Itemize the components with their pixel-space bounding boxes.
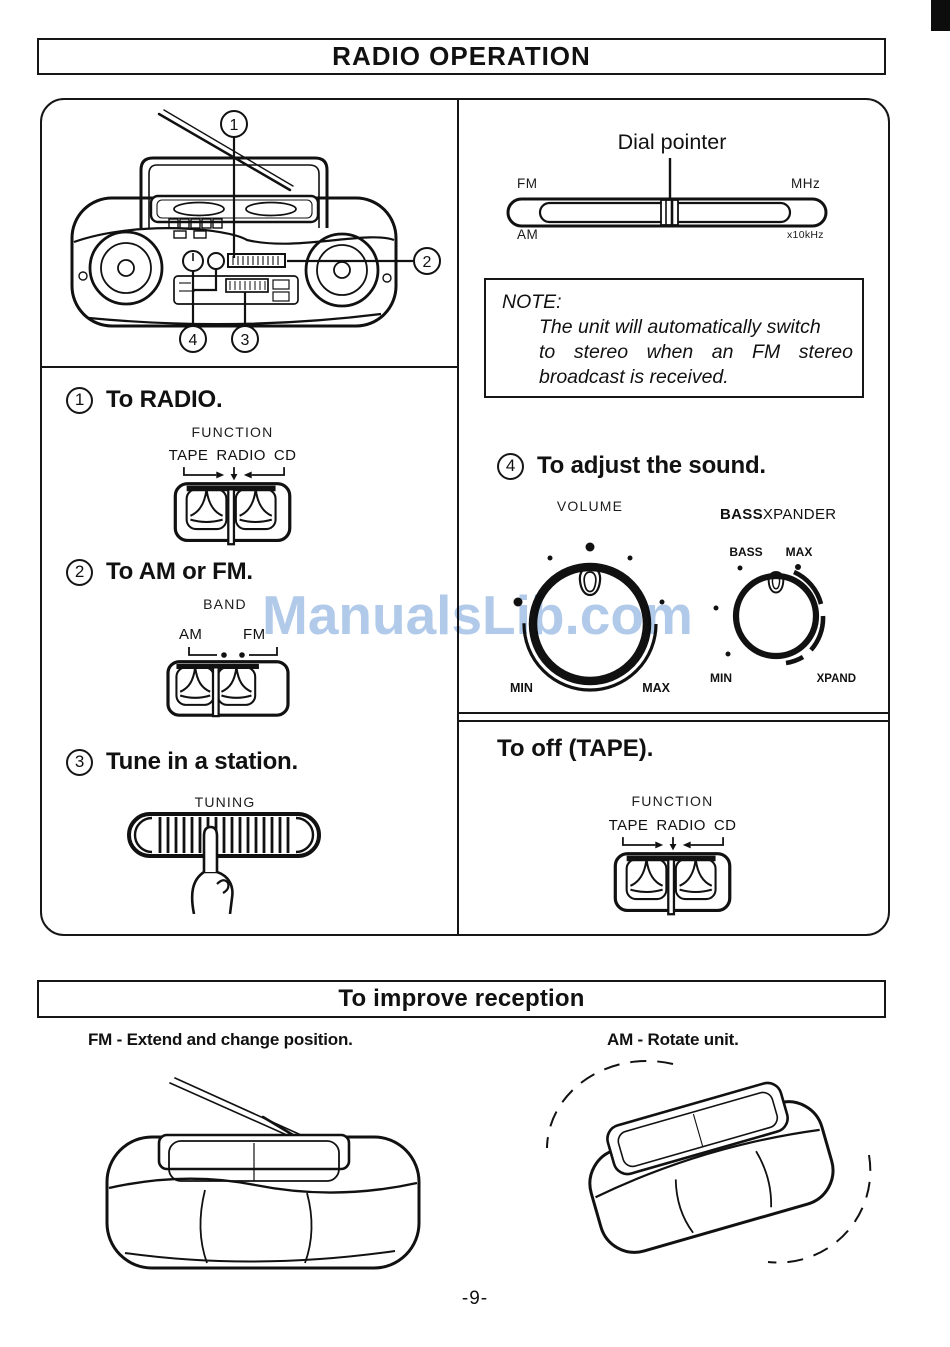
band-label: BAND — [203, 596, 247, 612]
dial-label-x10khz: x10kHz — [787, 229, 824, 241]
step-2-heading — [66, 558, 253, 586]
off-options — [590, 817, 755, 834]
boombox-overview-illustration — [47, 100, 462, 370]
switch-lever — [228, 489, 234, 544]
option-tape: TAPE — [608, 817, 649, 834]
dial-label-am: AM — [517, 227, 539, 242]
watermark: ManualsLib.com — [262, 584, 693, 646]
pointing-hand-icon — [192, 827, 232, 914]
option-radio: RADIO — [656, 817, 706, 834]
function-options — [150, 447, 315, 464]
antenna-icon — [170, 1078, 303, 1141]
note-line: to stereo when an FM stereo — [539, 341, 853, 363]
dial-label-fm: FM — [517, 176, 538, 191]
am-caption: AM - Rotate unit. — [607, 1030, 739, 1049]
left-speaker-icon — [79, 232, 162, 304]
note-line: The unit will automatically switch — [539, 316, 821, 338]
bass-knob-illustration — [702, 542, 862, 692]
step-1-heading — [66, 386, 222, 414]
bassxpander-label — [720, 506, 836, 523]
page-title-text: RADIO OPERATION — [332, 41, 591, 71]
callout-1-num: 1 — [229, 117, 239, 134]
step-3-number: 3 — [66, 749, 93, 776]
scan-corner-mark — [931, 0, 950, 31]
off-switch-illustration — [612, 848, 734, 918]
step-2-title: To AM or FM. — [106, 558, 253, 585]
am-rotate-illustration — [533, 1050, 883, 1280]
page-number: -9- — [461, 1288, 489, 1309]
step-3-heading — [66, 748, 298, 776]
note-label: NOTE: — [502, 291, 562, 313]
option-radio: RADIO — [216, 447, 266, 464]
volume-min-label: MIN — [510, 681, 533, 695]
note-box — [484, 278, 864, 398]
callout-2-num: 2 — [422, 254, 432, 271]
dial-label-mhz: MHz — [791, 176, 821, 191]
bass-min-label: MIN — [710, 671, 732, 685]
fm-caption: FM - Extend and change position. — [88, 1030, 353, 1049]
reception-banner — [37, 980, 886, 1018]
step-3-title: Tune in a station. — [106, 748, 298, 775]
dial-pointer-marker — [661, 200, 678, 225]
band-switch-illustration — [165, 658, 291, 718]
bassxpander-label-rest: XPANDER — [762, 506, 837, 523]
bassxpander-label-bold: BASS — [720, 506, 763, 523]
off-function-label: FUNCTION — [631, 793, 714, 809]
tuning-label: TUNING — [194, 794, 256, 810]
volume-knob-illustration — [505, 540, 675, 700]
tuning-wheel-illustration — [126, 810, 322, 914]
step-4-number: 4 — [497, 453, 524, 480]
option-tape: TAPE — [168, 447, 209, 464]
step-4-heading — [497, 452, 766, 480]
right-column-divider-bottom — [459, 720, 888, 722]
callout-3-num: 3 — [240, 332, 250, 349]
function-switch-illustration — [172, 478, 294, 548]
dial-pointer-illustration — [503, 158, 833, 230]
dial-title: Dial pointer — [617, 130, 727, 154]
switch-lever — [213, 667, 219, 716]
volume-label: VOLUME — [556, 498, 624, 514]
page-title — [37, 38, 886, 75]
step-4-title: To adjust the sound. — [537, 452, 766, 479]
callout-4-num: 4 — [188, 332, 198, 349]
step-1-title: To RADIO. — [106, 386, 223, 413]
option-am: AM — [179, 626, 203, 643]
off-heading: To off (TAPE). — [497, 735, 654, 762]
option-cd: CD — [273, 447, 297, 464]
fm-antenna-illustration — [95, 1055, 425, 1270]
reception-title: To improve reception — [338, 985, 585, 1012]
bass-scale-left-label: BASS — [729, 545, 763, 559]
switch-lever — [668, 859, 674, 914]
step-2-number: 2 — [66, 559, 93, 586]
right-speaker-icon — [306, 234, 391, 306]
option-cd: CD — [713, 817, 737, 834]
step-1-number: 1 — [66, 387, 93, 414]
bass-scale-right-label: MAX — [785, 545, 813, 559]
function-label: FUNCTION — [191, 424, 274, 440]
note-line: broadcast is received. — [539, 366, 729, 388]
volume-max-label: MAX — [642, 681, 670, 695]
bass-xpand-label: XPAND — [816, 673, 856, 685]
right-column-divider-top — [459, 712, 888, 714]
option-fm: FM — [243, 626, 266, 643]
